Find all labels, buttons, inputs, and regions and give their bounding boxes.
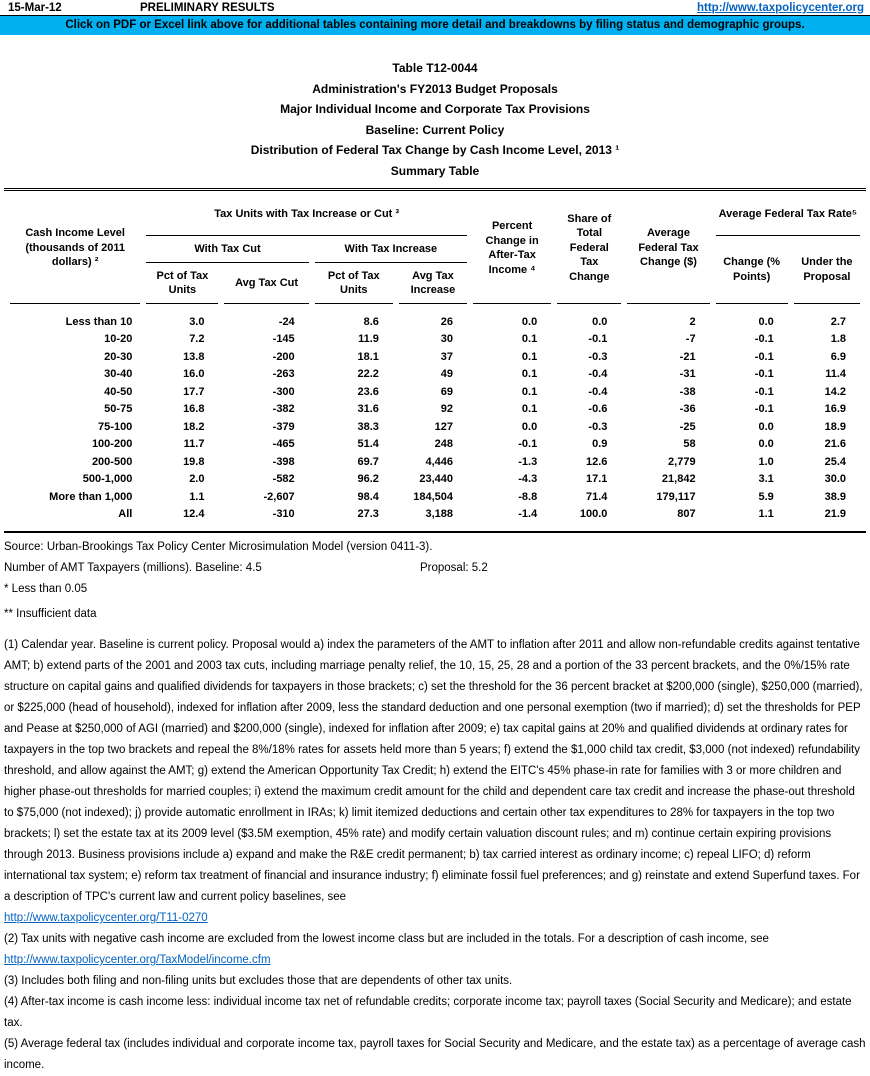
- value-cell: 37: [440, 350, 454, 363]
- table-row: [10, 331, 860, 349]
- income-level-cell: 20-30: [104, 350, 133, 363]
- header-share-total: Share of Total Federal Tax Change: [557, 193, 621, 304]
- table-number: Table T12-0044: [392, 61, 478, 75]
- footnotes: [4, 635, 866, 1076]
- income-level-cell: 30-40: [104, 368, 133, 381]
- value-cell: 2: [689, 315, 696, 328]
- value-cell: -263: [272, 368, 295, 381]
- distribution-table: [4, 193, 866, 523]
- value-cell: 12.6: [585, 455, 608, 468]
- table-row: [10, 453, 860, 471]
- table-row: [10, 471, 860, 489]
- value-cell: 51.4: [357, 438, 379, 451]
- value-cell: 25.4: [824, 455, 846, 468]
- value-cell: 23.6: [357, 385, 379, 398]
- title-block: [0, 58, 870, 181]
- value-cell: 18.1: [357, 350, 379, 363]
- value-cell: 18.2: [183, 420, 205, 433]
- value-cell: 0.0: [521, 315, 538, 328]
- value-cell: -2,607: [263, 490, 295, 503]
- value-cell: -31: [679, 368, 696, 381]
- value-cell: 21.6: [824, 438, 846, 451]
- value-cell: 21.9: [824, 508, 846, 521]
- value-cell: 5.9: [758, 490, 774, 503]
- value-cell: -7: [685, 333, 696, 346]
- income-level-cell: All: [118, 508, 133, 521]
- value-cell: -4.3: [518, 473, 538, 486]
- header-cash-income-level: Cash Income Level (thousands of 2011 dollars) ²: [10, 193, 140, 304]
- income-level-cell: More than 1,000: [49, 490, 133, 503]
- note-insufficient-data: ** Insufficient data: [4, 608, 97, 620]
- value-cell: -0.1: [754, 385, 774, 398]
- value-cell: 179,117: [656, 490, 696, 503]
- value-cell: 0.1: [521, 333, 538, 346]
- value-cell: 11.7: [183, 438, 205, 451]
- value-cell: 58: [683, 438, 696, 451]
- value-cell: -8.8: [518, 490, 538, 503]
- value-cell: -36: [679, 403, 696, 416]
- value-cell: 30: [440, 333, 454, 346]
- value-cell: 2.0: [189, 473, 205, 486]
- header-avg-tax-increase: Avg Tax Increase: [399, 263, 467, 304]
- value-cell: 1.1: [758, 508, 774, 521]
- value-cell: 19.8: [183, 455, 205, 468]
- value-cell: -38: [679, 385, 696, 398]
- income-level-cell: 100-200: [91, 438, 133, 451]
- header-group-with-tax-cut: With Tax Cut: [146, 236, 308, 263]
- header-group-avg-federal-tax-rate: Average Federal Tax Rate⁵: [716, 193, 860, 236]
- table-row: [10, 366, 860, 384]
- footnote-4: (4) After-tax income is cash income less: individual income tax net of refundable credits; corporate income tax; payroll taxes (Social Security and Medicare); and estate tax.: [4, 996, 852, 1029]
- value-cell: 38.9: [824, 490, 846, 503]
- value-cell: 17.1: [585, 473, 608, 486]
- value-cell: -0.1: [754, 368, 774, 381]
- value-cell: -0.1: [754, 403, 774, 416]
- value-cell: -382: [272, 403, 295, 416]
- value-cell: 23,440: [419, 473, 454, 486]
- title-line-provisions: Major Individual Income and Corporate Tax Provisions: [280, 102, 590, 116]
- value-cell: -25: [679, 420, 696, 433]
- taxpolicycenter-link[interactable]: http://www.taxpolicycenter.org: [697, 2, 864, 14]
- value-cell: 127: [434, 420, 454, 433]
- value-cell: -0.1: [588, 333, 608, 346]
- header-avg-federal-tax-change: Average Federal Tax Change ($): [627, 193, 709, 304]
- value-cell: 98.4: [357, 490, 379, 503]
- value-cell: 0.1: [521, 350, 538, 363]
- value-cell: 16.9: [824, 403, 846, 416]
- value-cell: 0.1: [521, 368, 538, 381]
- header-rate-under-proposal: Under the Proposal: [794, 236, 860, 304]
- value-cell: 0.9: [592, 438, 608, 451]
- income-level-cell: 10-20: [104, 333, 133, 346]
- value-cell: 0.0: [758, 420, 774, 433]
- value-cell: -300: [272, 385, 295, 398]
- amt-taxpayers-line: [4, 558, 866, 579]
- value-cell: 0.1: [521, 385, 538, 398]
- distribution-table-wrap: [4, 188, 866, 533]
- title-line-distribution: Distribution of Federal Tax Change by Cash Income Level, 2013 ¹: [250, 143, 620, 157]
- value-cell: 96.2: [357, 473, 379, 486]
- value-cell: -21: [679, 350, 696, 363]
- value-cell: -310: [272, 508, 295, 521]
- value-cell: -1.3: [518, 455, 538, 468]
- value-cell: 14.2: [824, 385, 846, 398]
- footnote-2-link[interactable]: http://www.taxpolicycenter.org/TaxModel/income.cfm: [4, 954, 271, 966]
- value-cell: 100.0: [579, 508, 608, 521]
- footnote-5: (5) Average federal tax (includes individual and corporate income tax, payroll taxes for Social Security and Medicare, and the estate tax) as a percentage of average cash income.: [4, 1038, 866, 1071]
- income-level-cell: 500-1,000: [82, 473, 133, 486]
- amt-proposal: Proposal: 5.2: [420, 562, 488, 574]
- value-cell: 807: [677, 508, 696, 521]
- value-cell: -0.1: [518, 438, 538, 451]
- value-cell: 21,842: [661, 473, 696, 486]
- value-cell: 31.6: [357, 403, 379, 416]
- value-cell: -1.4: [518, 508, 538, 521]
- source-line: Source: Urban-Brookings Tax Policy Center Microsimulation Model (version 0411-3).: [4, 541, 433, 553]
- table-row: [10, 304, 860, 331]
- value-cell: 30.0: [824, 473, 846, 486]
- value-cell: 38.3: [357, 420, 379, 433]
- value-cell: 69: [440, 385, 454, 398]
- value-cell: 2,779: [668, 455, 696, 468]
- value-cell: 27.3: [357, 508, 379, 521]
- value-cell: 26: [440, 315, 454, 328]
- value-cell: 6.9: [830, 350, 846, 363]
- table-row: [10, 436, 860, 454]
- value-cell: -0.6: [588, 403, 608, 416]
- income-level-cell: 200-500: [91, 455, 133, 468]
- value-cell: 16.0: [183, 368, 205, 381]
- footnote-2: (2) Tax units with negative cash income are excluded from the lowest income class but are included in the totals. For a description of cash income, see: [4, 933, 769, 945]
- value-cell: 1.0: [758, 455, 774, 468]
- value-cell: -0.4: [588, 385, 608, 398]
- income-level-cell: Less than 10: [65, 315, 133, 328]
- amt-baseline: Number of AMT Taxpayers (millions). Baseline: 4.5: [4, 562, 262, 574]
- header-avg-tax-cut: Avg Tax Cut: [224, 263, 308, 304]
- source-block: [4, 537, 866, 625]
- header-pct-units-cut: Pct of Tax Units: [146, 263, 218, 304]
- footnote-1: (1) Calendar year. Baseline is current policy. Proposal would a) index the parameters of the AMT to inflation after 2011 and allow non-refundable credits against tentative AMT; b) extend parts of the 2001 and 2003 tax cuts, including marriage penalty relief, the 10, 15, 25, 28 and a portion of the 33 percent brackets, and the 0%/15% rate structure on capital gains and qualified dividends for taxpayers in those brackets; c) set the threshold for the 36 percent bracket at $200,000 (single), $250,000 (married), or $225,000 (head of household), indexed for inflation after 2009, less the standard deduction and one personal exemption (two if married); d) set the thresholds for PEP and Pease at $250,000 of AGI (married) and $200,000 (single), indexed for inflation after 2009; e) tax capital gains at 20% and qualified dividends at ordinary rates for taxpayers in the top two brackets and repeal the 8%/18% rates for assets held more than 5 years; f) extend the $1,000 child tax credit, $3,000 (not indexed) refundability threshold, and allow against the AMT; g) extend the American Opportunity Tax Credit; h) extend the EITC's 45% phase-in rate for families with 3 or more children and higher phase-out thresholds for married couples; i) extend the maximum credit amount for the child and dependent care tax credit and increase the phase-out threshold to $75,000 (not indexed); j) provide automatic enrollment in IRAs; k) limit itemized deductions and certain other tax expenditures to 28% for taxpayers in the top two brackets; l) set the estate tax at its 2009 level ($3.5M exemption, 45% rate) and modify certain valuation discount rules; and m) continue certain expiring provisions through 2013. Business provisions include a) expand and make the R&E credit permanent; b) tax carried interest as ordinary income; c) repeal LIFO; d) reform international tax system; e) reform tax treatment of financial and insurance industry; f) eliminate fossil fuel preferences; and g) reinstate and extend Superfund taxes. For a description of TPC's current law and current policy baselines, see: [4, 639, 863, 903]
- value-cell: 69.7: [357, 455, 379, 468]
- value-cell: 18.9: [824, 420, 846, 433]
- value-cell: 3.0: [189, 315, 205, 328]
- value-cell: -145: [272, 333, 295, 346]
- value-cell: 92: [440, 403, 454, 416]
- value-cell: 3.1: [758, 473, 774, 486]
- title-line-baseline: Baseline: Current Policy: [365, 122, 505, 137]
- value-cell: -0.3: [588, 350, 608, 363]
- income-level-cell: 40-50: [104, 385, 133, 398]
- header-pct-units-increase: Pct of Tax Units: [315, 263, 393, 304]
- value-cell: 248: [434, 438, 454, 451]
- value-cell: 1.1: [189, 490, 205, 503]
- value-cell: 8.6: [363, 315, 379, 328]
- table-row: [10, 488, 860, 506]
- value-cell: -398: [272, 455, 295, 468]
- value-cell: -465: [272, 438, 295, 451]
- value-cell: -0.1: [754, 333, 774, 346]
- header-group-with-tax-increase: With Tax Increase: [315, 236, 467, 263]
- value-cell: -379: [272, 420, 295, 433]
- value-cell: 0.0: [758, 315, 774, 328]
- value-cell: 12.4: [183, 508, 205, 521]
- footnote-3: (3) Includes both filing and non-filing units but excludes those that are dependents of other tax units.: [4, 975, 513, 987]
- value-cell: 0.0: [592, 315, 608, 328]
- value-cell: 11.9: [358, 333, 379, 346]
- value-cell: -0.4: [588, 368, 608, 381]
- value-cell: 17.7: [183, 385, 205, 398]
- value-cell: 4,446: [425, 455, 454, 468]
- value-cell: 2.7: [830, 315, 846, 328]
- footnote-1-link[interactable]: http://www.taxpolicycenter.org/T11-0270: [4, 912, 208, 924]
- note-less-than: * Less than 0.05: [4, 583, 88, 595]
- header-group-tax-units: Tax Units with Tax Increase or Cut ³: [146, 193, 467, 236]
- value-cell: -200: [272, 350, 295, 363]
- value-cell: 71.4: [585, 490, 608, 503]
- preliminary-results-label: PRELIMINARY RESULTS: [140, 2, 275, 14]
- title-line-summary: Summary Table: [390, 163, 480, 178]
- value-cell: -0.3: [588, 420, 608, 433]
- table-row: [10, 383, 860, 401]
- income-level-cell: 50-75: [104, 403, 133, 416]
- value-cell: 13.8: [183, 350, 205, 363]
- report-date: 15-Mar-12: [8, 2, 62, 14]
- value-cell: -0.1: [754, 350, 774, 363]
- value-cell: 22.2: [357, 368, 379, 381]
- banner: [0, 15, 870, 35]
- value-cell: 7.2: [189, 333, 205, 346]
- table-row: [10, 401, 860, 419]
- value-cell: 16.8: [183, 403, 205, 416]
- value-cell: 0.0: [758, 438, 774, 451]
- income-level-cell: 75-100: [98, 420, 133, 433]
- table-row: [10, 506, 860, 524]
- table-row: [10, 418, 860, 436]
- title-line-proposals: Administration's FY2013 Budget Proposals: [312, 81, 558, 96]
- table-body: [10, 304, 860, 523]
- header-pct-change-after-tax: Percent Change in After-Tax Income ⁴: [473, 193, 551, 304]
- value-cell: 0.0: [521, 420, 538, 433]
- value-cell: 0.1: [521, 403, 538, 416]
- value-cell: 1.8: [830, 333, 846, 346]
- value-cell: -24: [278, 315, 295, 328]
- banner-text: Click on PDF or Excel link above for additional tables containing more detail and breakdowns by filing status and demographic groups.: [65, 19, 805, 31]
- value-cell: -582: [272, 473, 295, 486]
- value-cell: 184,504: [413, 490, 454, 503]
- header-rate-change-points: Change (% Points): [716, 236, 788, 304]
- value-cell: 49: [440, 368, 454, 381]
- table-row: [10, 348, 860, 366]
- value-cell: 11.4: [825, 368, 846, 381]
- top-bar: [0, 0, 870, 15]
- value-cell: 3,188: [425, 508, 454, 521]
